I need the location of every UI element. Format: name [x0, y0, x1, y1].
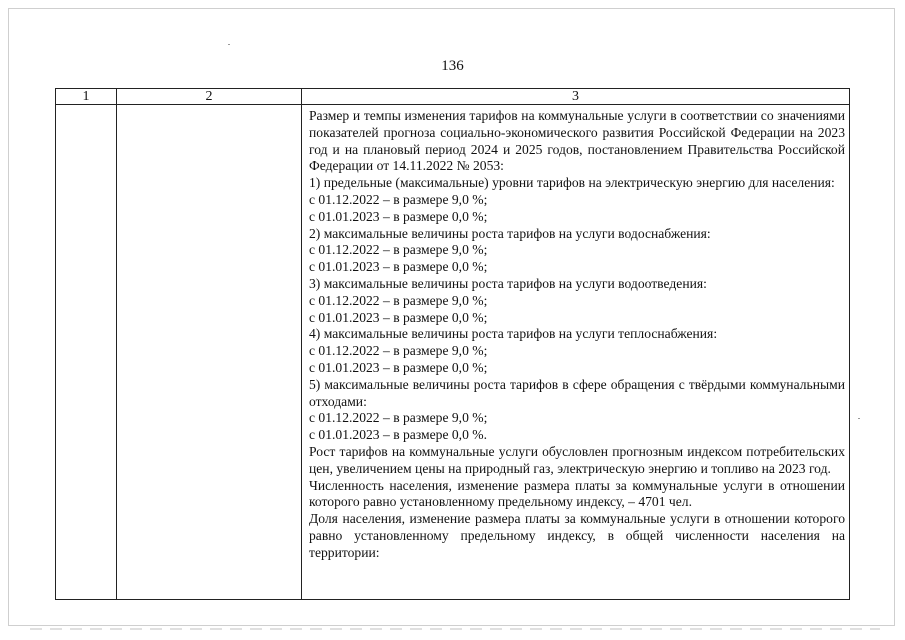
paragraph-intro: Размер и темпы изменения тарифов на коммунальные услуги в соответствии со значениями показателей прогноза социально-экономического развития Российской Федерации на 2023 год и на плановый период 2024 и 2025 годов, постановлением Правительства Российской Федерации от 14.11.2022 № 2053:: [309, 108, 845, 174]
paragraph-growth-reason: Рост тарифов на коммунальные услуги обусловлен прогнозным индексом потребительских цен, увеличением цены на природный газ, электрическую энергию и топливо на 2023 год.: [309, 443, 845, 476]
item-3-rate-dec: с 01.12.2022 – в размере 9,0 %;: [309, 292, 488, 308]
item-2-heading: 2) максимальные величины роста тарифов на услуги водоснабжения:: [309, 225, 711, 241]
item-2-rate-dec: с 01.12.2022 – в размере 9,0 %;: [309, 242, 488, 258]
scan-edge-artifact: [30, 628, 880, 630]
cell-col-1: [56, 105, 117, 600]
cell-col-3: [302, 105, 850, 600]
item-1-rate-jan: с 01.01.2023 – в размере 0,0 %;: [309, 208, 488, 224]
item-4-rate-jan: с 01.01.2023 – в размере 0,0 %;: [309, 359, 488, 375]
column-header-3: 3: [302, 89, 850, 105]
item-4-heading: 4) максимальные величины роста тарифов на услуги теплоснабжения:: [309, 326, 718, 342]
item-3-heading: 3) максимальные величины роста тарифов на услуги водоотведения:: [309, 275, 707, 291]
scan-speck: [858, 418, 860, 419]
item-1-heading: 1) предельные (максимальные) уровни тарифов на электрическую энергию для населения:: [309, 175, 835, 191]
page-number: 136: [441, 58, 464, 74]
item-5-rate-dec: с 01.12.2022 – в размере 9,0 %;: [309, 410, 488, 426]
column-header-2: 2: [117, 89, 302, 105]
item-5-rate-jan: с 01.01.2023 – в размере 0,0 %.: [309, 427, 487, 443]
scan-speck: [228, 44, 230, 45]
table-row: [56, 105, 850, 600]
table-header-row: [56, 89, 850, 105]
item-1-rate-dec: с 01.12.2022 – в размере 9,0 %;: [309, 191, 488, 207]
paragraph-population-share: Доля населения, изменение размера платы за коммунальные услуги в отношении которого равно установленному предельному индексу, в общей численности населения на территории:: [309, 511, 845, 560]
cell-col-2: [117, 105, 302, 600]
paragraph-population-count: Численность населения, изменение размера платы за коммунальные услуги в отношении которого равно установленному предельному индексу, – 4701 чел.: [309, 477, 845, 510]
item-4-rate-dec: с 01.12.2022 – в размере 9,0 %;: [309, 343, 488, 359]
document-table: [55, 88, 850, 600]
item-2-rate-jan: с 01.01.2023 – в размере 0,0 %;: [309, 259, 488, 275]
item-5-heading: 5) максимальные величины роста тарифов в сфере обращения с твёрдыми коммунальными отходами:: [309, 376, 845, 409]
item-3-rate-jan: с 01.01.2023 – в размере 0,0 %;: [309, 309, 488, 325]
column-header-1: 1: [56, 89, 117, 105]
